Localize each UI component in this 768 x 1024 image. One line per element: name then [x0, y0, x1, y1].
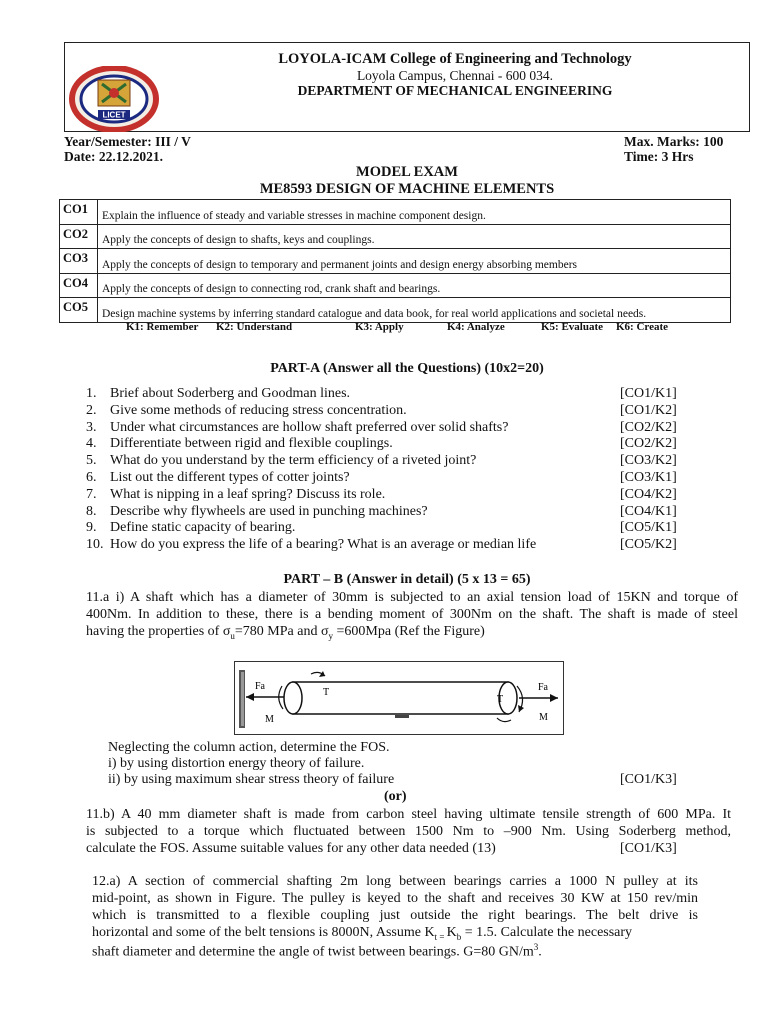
q12a-line: [92, 942, 542, 961]
co-code: CO3: [60, 249, 98, 274]
question-text: Brief about Soderberg and Goodman lines.: [110, 386, 351, 401]
year-semester: Year/Semester: III / V: [64, 134, 191, 149]
college-address: Loyola Campus, Chennai - 600 034.: [356, 68, 554, 83]
list-item: [86, 386, 350, 402]
question-number: 1.: [86, 386, 97, 401]
co-description: Design machine systems by inferring standard catalogue and data book, for real world applications and societal needs.: [98, 298, 731, 323]
q12a-line4-post: = 1.5. Calculate the necessary: [461, 925, 633, 940]
q11a-line3-sub-u: u: [230, 630, 235, 641]
q12a-line5-post: .: [538, 944, 542, 960]
q11b-line: is subjected to a torque which fluctuated between 1500 Nm to –900 Nm. Using Soderberg method,: [86, 824, 731, 839]
part-b-heading: [64, 572, 750, 588]
table-row: [60, 249, 731, 274]
question-code: [CO5/K2]: [620, 537, 677, 553]
q12a-line4-pre: horizontal and some of the belt tensions is 8000N, Assume K: [92, 925, 435, 940]
or-separator: (or): [384, 789, 407, 804]
q11a-line: 11.a i) A shaft which has a diameter of 30mm is subjected to an axial tension load of 15KN and torque of: [86, 590, 738, 605]
q12a-line: 12.a) A section of commercial shafting 2m long between bearings carries a 1000 N pulley at its: [92, 874, 698, 889]
question-number: 2.: [86, 402, 97, 418]
part-a-heading: PART-A (Answer all the Questions) (10x2=20): [270, 361, 544, 376]
q11a-line3-post: =600Mpa (Ref the Figure): [333, 624, 485, 639]
course-title: ME8593 DESIGN OF MACHINE ELEMENTS: [259, 181, 555, 197]
list-item: [86, 436, 393, 452]
m-right-label: M: [539, 712, 548, 723]
q12a-line4-sub-b: b: [456, 931, 462, 942]
q11a-line3-pre: having the properties of σ: [86, 624, 231, 639]
list-item: [86, 470, 350, 486]
list-item: [86, 453, 476, 469]
question-code: [CO3/K2]: [620, 453, 677, 469]
q11a-code: [CO1/K3]: [620, 772, 677, 787]
q12a-line4-sub-t: t =: [434, 931, 447, 942]
question-text: What do you understand by the term efficiency of a riveted joint?: [110, 453, 477, 469]
q12a-line4-mid: K: [446, 925, 457, 940]
fa-right-label: Fa: [538, 682, 548, 693]
question-code: [CO1/K1]: [620, 386, 677, 401]
co-code: CO2: [60, 224, 98, 249]
co-code: CO5: [60, 298, 98, 323]
q11b-line: 11.b) A 40 mm diameter shaft is made from carbon steel having ultimate tensile strength of 600 MPa. It: [86, 807, 731, 822]
table-row: [60, 200, 731, 225]
question-text: Describe why flywheels are used in punching machines?: [110, 503, 428, 519]
table-row: [60, 298, 731, 323]
knowledge-level: K1: Remember: [126, 321, 199, 333]
co-description: Apply the concepts of design to temporary and permanent joints and design energy absorbing members: [98, 249, 731, 274]
question-code: [CO2/K2]: [620, 419, 677, 435]
exam-date: Date: 22.12.2021.: [64, 149, 163, 164]
knowledge-level: K3: Apply: [355, 321, 404, 333]
question-text: Define static capacity of bearing.: [110, 520, 296, 536]
question-code: [CO2/K2]: [620, 436, 677, 452]
question-number: 6.: [86, 470, 97, 485]
co-code: CO1: [60, 200, 98, 225]
co-description: Explain the influence of steady and variable stresses in machine component design.: [98, 200, 731, 225]
question-text: Give some methods of reducing stress concentration.: [110, 402, 407, 418]
max-marks: Max. Marks: 100: [624, 134, 724, 149]
knowledge-level: K5: Evaluate: [541, 321, 604, 333]
question-code: [CO3/K1]: [620, 470, 677, 485]
question-number: 3.: [86, 419, 97, 435]
department-name: DEPARTMENT OF MECHANICAL ENGINEERING: [297, 83, 613, 98]
q11a-line3-sub-y: y: [328, 630, 334, 641]
question-text: Differentiate between rigid and flexible couplings.: [110, 436, 393, 452]
logo-text: LICET: [102, 110, 126, 120]
co-code: CO4: [60, 273, 98, 298]
question-code: [CO4/K2]: [620, 486, 677, 502]
list-item: [86, 520, 295, 536]
list-item: [86, 403, 407, 419]
question-number: 8.: [86, 503, 97, 519]
question-number: 7.: [86, 486, 97, 502]
q12a-line: [92, 925, 632, 942]
q11a-subline: ii) by using maximum shear stress theory of failure: [108, 772, 395, 787]
question-code: [CO4/K1]: [620, 503, 677, 519]
part-b-heading-rest: (Answer in detail) (5 x 13 = 65): [343, 572, 531, 587]
list-item: [86, 420, 508, 436]
q11b-code: [CO1/K3]: [620, 841, 677, 856]
t-right-label: T: [497, 694, 504, 705]
knowledge-level: K6: Create: [616, 321, 669, 333]
q12a-line5-sup: 3: [533, 942, 539, 952]
question-number: 10.: [86, 537, 104, 553]
college-name: LOYOLA-ICAM College of Engineering and Technology: [278, 51, 632, 67]
q11a-line3-mid: =780 MPa and σ: [234, 624, 329, 639]
q11a-subline: Neglecting the column action, determine the FOS.: [108, 740, 390, 755]
question-text: What is nipping in a leaf spring? Discuss its role.: [110, 486, 386, 502]
t-left-label: T: [323, 687, 330, 698]
list-item: [86, 487, 385, 503]
college-logo: [68, 66, 160, 132]
question-text: How do you express the life of a bearing? What is an average or median life: [110, 537, 537, 553]
question-number: 5.: [86, 453, 97, 469]
q12a-line: which is transmitted to a flexible coupling just outside the right bearings. The belt drive is: [92, 908, 698, 923]
knowledge-level: K2: Understand: [216, 321, 293, 333]
question-code: [CO1/K2]: [620, 402, 677, 418]
table-row: [60, 224, 731, 249]
question-text: List out the different types of cotter joints?: [110, 470, 350, 485]
question-number: 4.: [86, 436, 97, 452]
q11a-subline: i) by using distortion energy theory of failure.: [108, 756, 365, 771]
table-row: [60, 273, 731, 298]
co-description: Apply the concepts of design to connecting rod, crank shaft and bearings.: [98, 273, 731, 298]
co-description: Apply the concepts of design to shafts, keys and couplings.: [98, 224, 731, 249]
q11a-line: [86, 624, 485, 641]
course-outcomes-table: [59, 199, 731, 323]
question-number: 9.: [86, 520, 97, 536]
part-b-heading-bold: PART – B: [283, 572, 344, 587]
m-left-label: M: [265, 714, 274, 725]
knowledge-level: K4: Analyze: [447, 321, 505, 333]
list-item: [86, 504, 428, 520]
q11b-line: calculate the FOS. Assume suitable values for any other data needed (13): [86, 841, 496, 856]
question-text: Under what circumstances are hollow shaft preferred over solid shafts?: [110, 419, 509, 435]
list-item: [86, 537, 536, 553]
fa-left-label: Fa: [255, 681, 265, 692]
shaft-figure: [234, 661, 564, 735]
q12a-line: mid-point, as shown in Figure. The pulley is keyed to the shaft and receives 30 KW at 150 rev/min: [92, 891, 698, 906]
question-code: [CO5/K1]: [620, 520, 677, 536]
q12a-line5-pre: shaft diameter and determine the angle of twist between bearings. G=80 GN/m: [92, 944, 534, 960]
q11a-line: 400Nm. In addition to these, there is a bending moment of 300Nm on the shaft. The shaft is made of steel: [86, 607, 738, 622]
exam-time: Time: 3 Hrs: [624, 149, 694, 164]
exam-title: MODEL EXAM: [356, 164, 458, 180]
